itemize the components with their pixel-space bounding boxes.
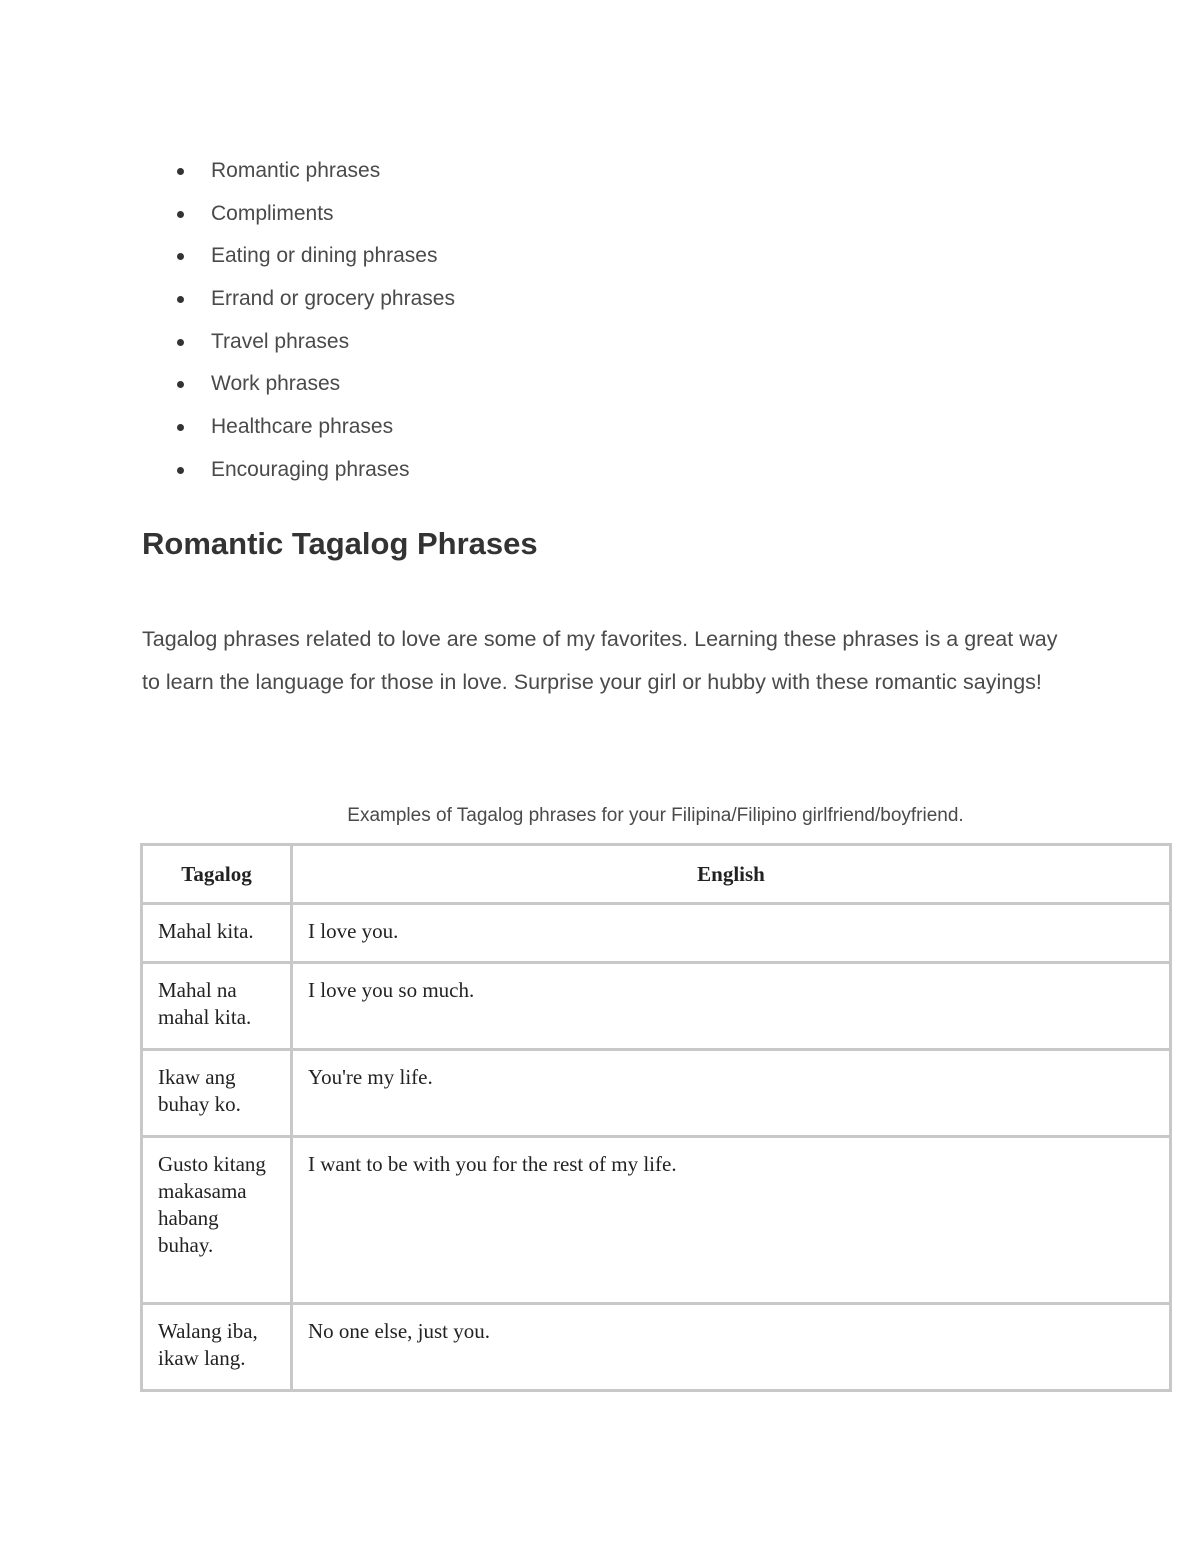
list-item bbox=[142, 193, 455, 236]
list-item bbox=[142, 235, 455, 278]
table-row bbox=[142, 1137, 1171, 1304]
table-caption: Examples of Tagalog phrases for your Filipina/Filipino girlfriend/boyfriend. bbox=[347, 805, 964, 826]
tagalog-cell: Walang iba, ikaw lang. bbox=[142, 1304, 292, 1391]
column-header-english: English bbox=[292, 845, 1171, 904]
list-item-label: Travel phrases bbox=[211, 329, 350, 353]
list-item bbox=[142, 278, 455, 321]
bullet-icon bbox=[177, 339, 184, 346]
list-item bbox=[142, 449, 455, 492]
list-item-label: Healthcare phrases bbox=[211, 415, 394, 439]
bullet-icon bbox=[177, 296, 184, 303]
list-item bbox=[142, 363, 455, 406]
bullet-icon bbox=[177, 211, 184, 218]
bullet-icon bbox=[177, 253, 184, 260]
list-item-label: Romantic phrases bbox=[211, 159, 381, 182]
english-cell: You're my life. bbox=[292, 1050, 1171, 1137]
english-cell: I want to be with you for the rest of my life. bbox=[292, 1137, 1171, 1304]
topics-list bbox=[142, 150, 455, 492]
tagalog-cell: Ikaw ang buhay ko. bbox=[142, 1050, 292, 1137]
tagalog-cell: Gusto kitang makasama habang buhay. bbox=[142, 1137, 292, 1304]
bullet-icon bbox=[177, 381, 184, 388]
list-item bbox=[142, 406, 455, 449]
table-row bbox=[142, 1304, 1171, 1391]
bullet-icon bbox=[177, 424, 184, 431]
english-cell: I love you so much. bbox=[292, 963, 1171, 1050]
list-item bbox=[142, 150, 455, 193]
column-header-tagalog: Tagalog bbox=[142, 845, 292, 904]
bullet-icon bbox=[177, 168, 184, 175]
tagalog-cell: Mahal na mahal kita. bbox=[142, 963, 292, 1050]
english-cell: No one else, just you. bbox=[292, 1304, 1171, 1391]
table-row bbox=[142, 904, 1171, 963]
list-item-label: Eating or dining phrases bbox=[211, 244, 438, 268]
bullet-icon bbox=[177, 467, 184, 474]
table-row bbox=[142, 963, 1171, 1050]
list-item-label: Work phrases bbox=[211, 372, 341, 396]
list-item-label: Encouraging phrases bbox=[211, 457, 410, 481]
table-header-row bbox=[142, 845, 1171, 904]
tagalog-cell: Mahal kita. bbox=[142, 904, 292, 963]
list-item-label: Errand or grocery phrases bbox=[211, 287, 455, 311]
list-item bbox=[142, 321, 455, 364]
intro-paragraph: Tagalog phrases related to love are some of my favorites. Learning these phrases is a great way to learn the language for those in love. Surprise your girl or hubby with these romantic sayings! bbox=[142, 627, 1058, 694]
list-item-label: Compliments bbox=[211, 201, 334, 225]
phrases-table bbox=[140, 843, 1172, 1392]
english-cell: I love you. bbox=[292, 904, 1171, 963]
table-row bbox=[142, 1050, 1171, 1137]
section-heading: Romantic Tagalog Phrases bbox=[142, 526, 538, 561]
